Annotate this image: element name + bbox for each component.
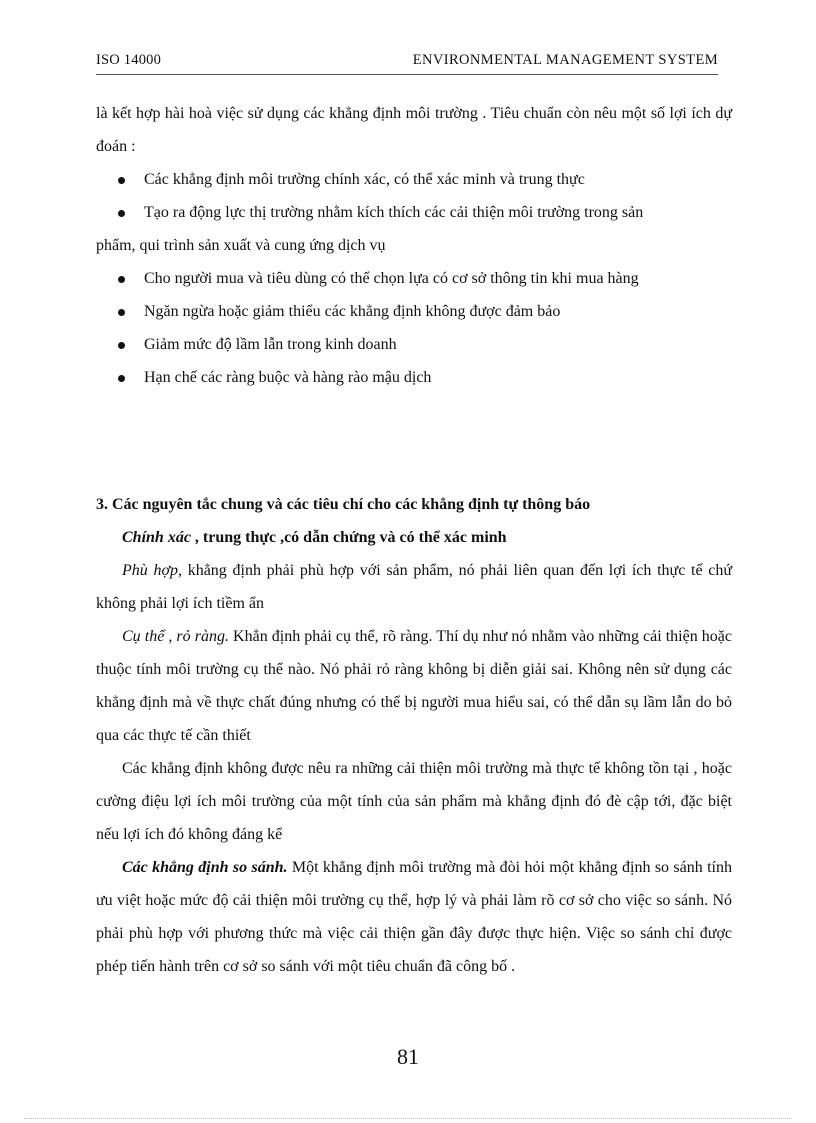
paragraph-no-exaggeration: Các khẳng định không được nêu ra những cải thiện môi trường mà thực tế không tồn tại , hoặc cường điệu lợi ích môi trường của một tính của sản phẩm mà khẳng định đó đè cập tới, đặc biệt nếu lợi ích đó không đáng kể <box>96 760 732 843</box>
list-item-text-line2: phẩm, qui trình sản xuất và cung ứng dịch vụ <box>96 237 386 254</box>
bullet-icon <box>118 342 125 349</box>
paragraph-lead: Các khẳng định so sánh. <box>122 859 288 876</box>
intro-paragraph-block <box>96 97 732 163</box>
bullet-icon <box>118 309 125 316</box>
bullet-icon <box>118 276 125 283</box>
page-bottom-divider <box>24 1118 792 1119</box>
paragraph-body: Một khẳng định môi trường mà đòi hỏi một khẳng định so sánh tính ưu việt hoặc mức độ cải thiện môi trường cụ thể, hợp lý và phải làm rõ cơ sở cho việc so sánh. Nó phải phù hợp với phương thức mà việc cải thiện gần đây được thực hiện. Việc so sánh chỉ được phép tiến hành trên cơ sở so sánh với một tiêu chuẩn đã công bố . <box>96 859 732 975</box>
subheading-rest: , trung thực ,có dẫn chứng và có thể xác minh <box>190 529 507 546</box>
list-item <box>96 262 732 295</box>
paragraph-relevance <box>96 554 732 620</box>
benefits-list <box>96 163 732 394</box>
bullet-icon <box>118 210 125 217</box>
list-item <box>96 196 732 262</box>
section-3 <box>96 488 732 983</box>
list-item <box>96 295 732 328</box>
list-item-text: Cho người mua và tiêu dùng có thể chọn lựa có cơ sở thông tin khi mua hàng <box>144 270 639 287</box>
paragraph-body: , khẳng định phải phù hợp với sản phẩm, nó phải liên quan đến lợi ích thực tế chứ không phải lợi ích tiềm ẩn <box>96 562 733 612</box>
list-item-text: Các khẳng định môi trường chính xác, có thể xác minh và trung thực <box>144 171 585 188</box>
page-header <box>96 52 718 75</box>
paragraph-lead: Phù hợp <box>122 562 179 579</box>
bullet-icon <box>118 375 125 382</box>
paragraph-comparative <box>96 851 732 983</box>
section-subheading <box>96 521 732 554</box>
paragraph-specific <box>96 620 732 752</box>
list-item-text: Giảm mức độ lầm lẫn trong kinh doanh <box>144 336 397 353</box>
list-item-text: Ngăn ngừa hoặc giảm thiểu các khẳng định không được đảm bảo <box>144 303 561 320</box>
list-item-text: Hạn chế các ràng buộc và hàng rào mậu dịch <box>144 369 432 386</box>
list-item <box>96 163 732 196</box>
subheading-lead: Chính xác <box>122 529 191 546</box>
intro-paragraph: là kết hợp hài hoà việc sử dụng các khẳng định môi trường . Tiêu chuẩn còn nêu một số lợi ích dự đoán : <box>96 105 732 155</box>
list-item <box>96 361 732 394</box>
paragraph-body: Khẳn định phải cụ thể, rõ ràng. Thí dụ như nó nhằm vào những cải thiện hoặc thuộc tính môi trường cụ thể nào. Nó phải rỏ ràng không bị diễn giải sai. Không nên sử dụng các khẳng định mà về thực chất đúng nhưng có thể bị người mua hiểu sai, có thể dẫn sụ lầm lẫn do bỏ qua các thực tế cần thiết <box>96 628 733 744</box>
header-left-text: ISO 14000 <box>96 52 162 68</box>
list-item <box>96 328 732 361</box>
paragraph-lead: Cụ thể , rỏ ràng. <box>122 628 229 645</box>
list-item-text <box>96 196 732 262</box>
list-item-text-line1: Tạo ra động lực thị trường nhằm kích thích các cải thiện môi trường trong sản <box>144 204 644 221</box>
section-heading: 3. Các nguyên tắc chung và các tiêu chí cho các khẳng định tự thông báo <box>96 496 591 513</box>
page-number: 81 <box>397 1044 419 1069</box>
bullet-icon <box>118 177 125 184</box>
header-right-text: ENVIRONMENTAL MANAGEMENT SYSTEM <box>412 52 718 68</box>
